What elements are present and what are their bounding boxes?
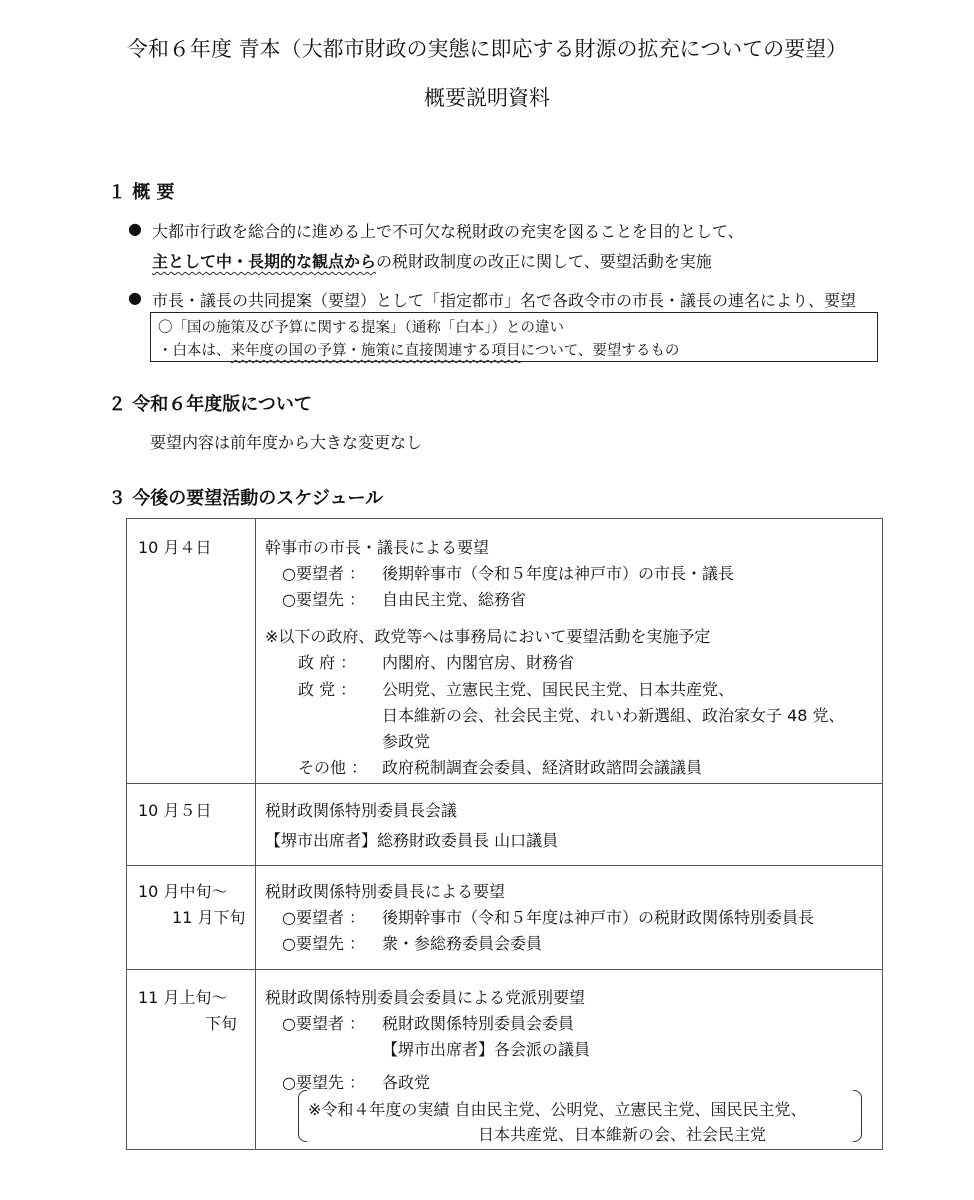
row3-date-line2: 11 月下旬 xyxy=(172,908,246,927)
row1-requester-label: ○要望者 ： xyxy=(282,564,366,583)
section2-body: 要望内容は前年度から大きな変更なし xyxy=(150,433,423,452)
table-row-divider xyxy=(126,969,883,970)
row1-target: 自由民主党、総務省 xyxy=(382,590,527,609)
row4-target: 各政党 xyxy=(382,1073,431,1092)
table-row-divider xyxy=(126,865,883,866)
row1-party-line2: 日本維新の会、社会民主党、れいわ新選組、政治家女子 48 党、 xyxy=(382,706,845,725)
row4-attendee: 【堺市出席者】各会派の議員 xyxy=(382,1040,591,1059)
note-line2-b: について、要望するもの xyxy=(520,343,680,359)
row3-title: 税財政関係特別委員長による要望 xyxy=(265,882,506,901)
row3-date-line1: 10 月中旬～ xyxy=(138,882,228,901)
row1-gov-label: 政 府 ： xyxy=(298,653,357,672)
section2-heading: ２ 令和６年度版について xyxy=(108,394,312,415)
left-bracket xyxy=(298,1090,307,1142)
row3-target-label: ○要望先 ： xyxy=(282,934,366,953)
bullet1-line1: 大都市行政を総合的に進める上で不可欠な税財政の充実を図ることを目的として、 xyxy=(152,222,744,241)
row1-party-line1: 公明党、立憲民主党、国民民主党、日本共産党、 xyxy=(382,680,735,699)
row4-target-label: ○要望先 ： xyxy=(282,1073,366,1092)
row1-requester: 後期幹事市（令和５年度は神戸市）の市長・議長 xyxy=(382,564,735,583)
row4-date-line2: 下旬 xyxy=(205,1014,238,1033)
row1-party-label: 政 党 ： xyxy=(298,680,357,699)
bullet1-line2 xyxy=(152,249,712,272)
row1-note-intro: ※以下の政府、政党等へは事務局において要望活動を実施予定 xyxy=(265,627,711,646)
row1-party-line3: 参政党 xyxy=(382,732,431,751)
row1-target-label: ○要望先 ： xyxy=(282,590,366,609)
row3-requester-label: ○要望者 ： xyxy=(282,908,366,927)
document-subtitle: 概要説明資料 xyxy=(424,86,550,110)
table-column-divider xyxy=(255,518,256,1150)
row2-attendee: 【堺市出席者】総務財政委員長 山口議員 xyxy=(265,831,559,850)
note-line2 xyxy=(158,339,679,360)
note-line2-a: ・白本は、 xyxy=(158,343,231,359)
row1-title: 幹事市の市長・議長による要望 xyxy=(265,538,490,557)
row4-requester-label: ○要望者 ： xyxy=(282,1014,366,1033)
bullet1-line2-rest: の税財政制度の改正に関して、要望活動を実施 xyxy=(376,252,712,271)
bullet-icon: ● xyxy=(128,288,142,307)
row4-record-line1: ※令和４年度の実績 自由民主党、公明党、立憲民主党、国民民主党、 xyxy=(308,1100,807,1119)
row4-requester: 税財政関係特別委員会委員 xyxy=(382,1014,575,1033)
right-bracket xyxy=(853,1090,862,1142)
row1-gov: 内閣府、内閣官房、財務省 xyxy=(382,653,575,672)
section1-heading: １ 概 要 xyxy=(108,182,175,203)
row3-requester: 後期幹事市（令和５年度は神戸市）の税財政関係特別委員長 xyxy=(382,908,815,927)
note-line1: 〇「国の施策及び予算に関する提案」（通称「白本」）との違い xyxy=(158,320,564,336)
bullet1-emphasis: 主として中・長期的な観点から xyxy=(152,252,377,271)
row4-record-line2: 日本共産党、日本維新の会、社会民主党 xyxy=(478,1125,767,1144)
row1-other: 政府税制調査会委員、経済財政諮問会議議員 xyxy=(382,758,703,777)
row4-date-line1: 11 月上旬～ xyxy=(138,988,228,1007)
section3-heading: ３ 今後の要望活動のスケジュール xyxy=(108,488,384,509)
table-row-divider xyxy=(126,783,883,784)
row1-date: 10 月４日 xyxy=(138,538,212,557)
row1-other-label: その他 ： xyxy=(298,758,368,777)
document-title: 令和６年度 青本（大都市財政の実態に即応する財源の拡充についての要望） xyxy=(126,37,848,61)
bullet2-line1: 市長・議長の共同提案（要望）として「指定都市」名で各政令市の市長・議長の連名により、要望 xyxy=(152,291,857,310)
bullet-icon: ● xyxy=(128,219,142,238)
note-line2-underlined: 来年度の国の予算・施策に直接関連する項目 xyxy=(230,343,521,359)
row3-target: 衆・参総務委員会委員 xyxy=(382,934,543,953)
row2-title: 税財政関係特別委員長会議 xyxy=(265,801,458,820)
row4-title: 税財政関係特別委員会委員による党派別要望 xyxy=(265,988,586,1007)
row2-date: 10 月５日 xyxy=(138,801,212,820)
